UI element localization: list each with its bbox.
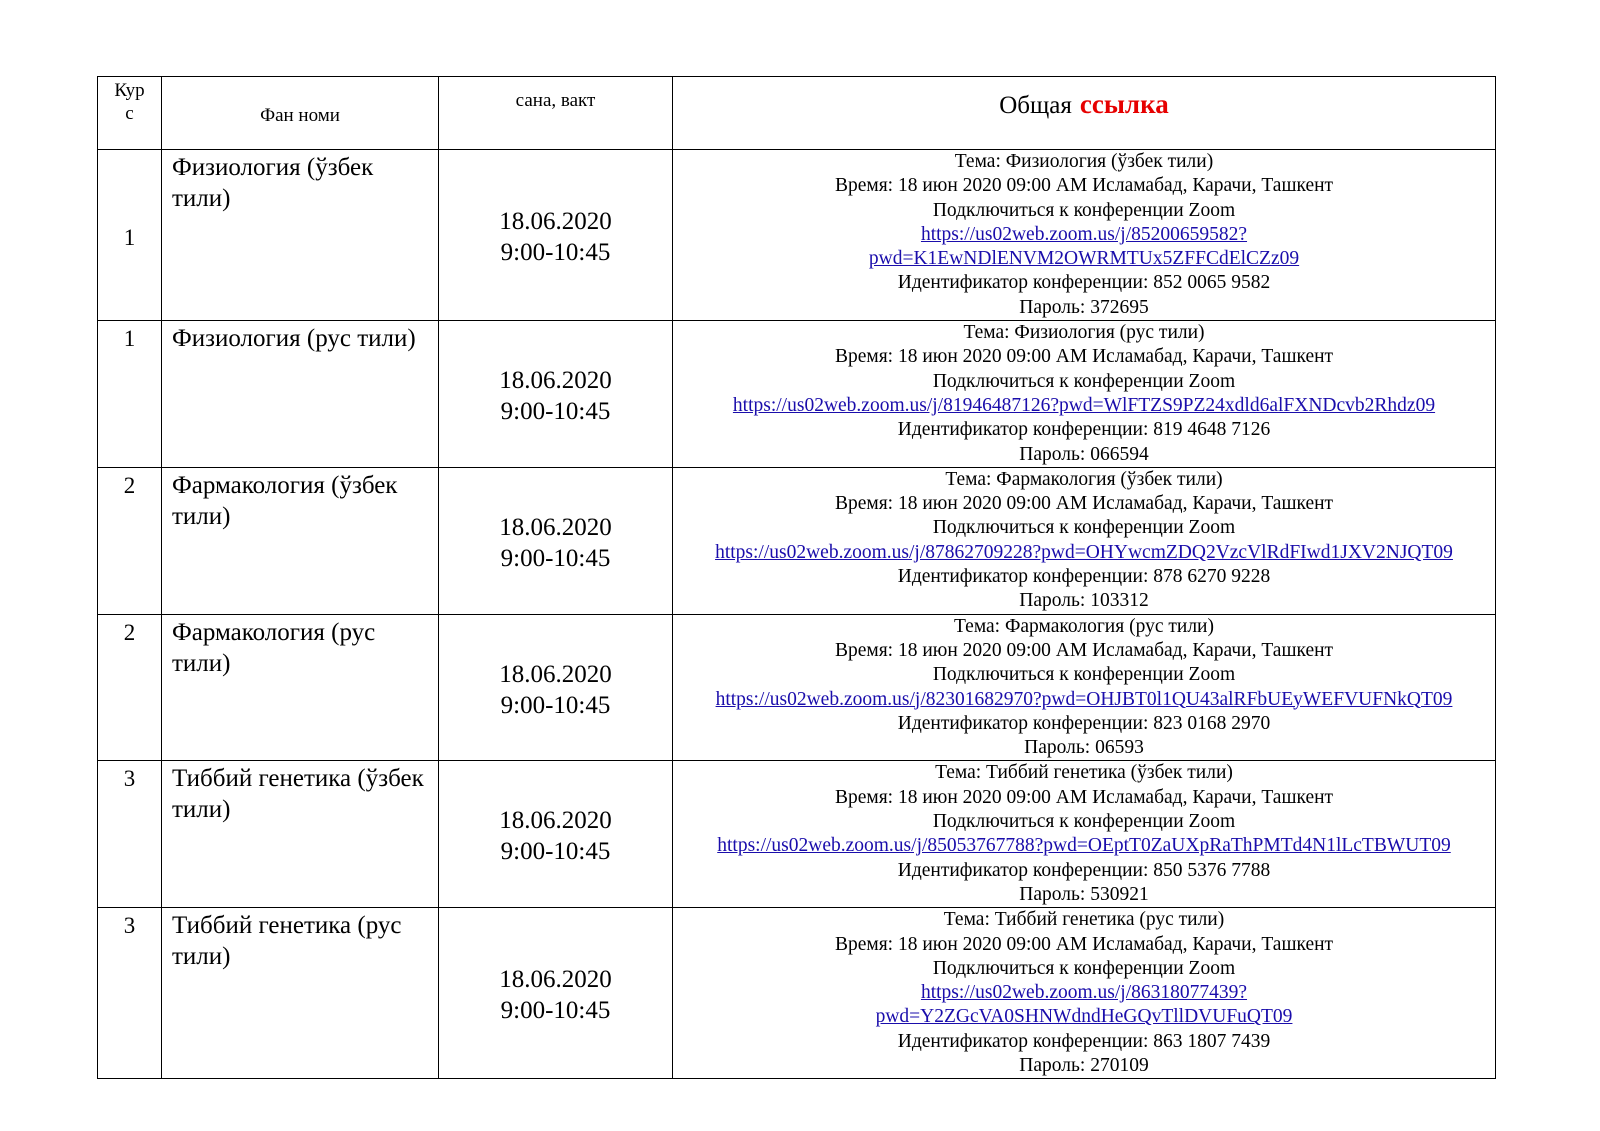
fan-name: Тиббий генетика (рус тили) — [172, 912, 402, 971]
connect-text: Подключиться к конференции Zoom — [932, 957, 1236, 979]
conference-id: Идентификатор конференции: 823 0168 2970 — [897, 712, 1271, 734]
date-value: 18.06.2020 — [499, 807, 612, 835]
date-time-cell — [439, 614, 673, 761]
conference-id: Идентификатор конференции: 878 6270 9228 — [897, 566, 1271, 588]
conference-id: Идентификатор конференции: 850 5376 7788 — [897, 859, 1271, 881]
password-text: Пароль: 066594 — [1019, 443, 1149, 465]
conference-id: Идентификатор конференции: 819 4648 7126 — [897, 419, 1271, 441]
date-value: 18.06.2020 — [499, 366, 612, 394]
kurs-cell — [98, 614, 162, 761]
kurs-cell — [98, 467, 162, 614]
password-text: Пароль: 372695 — [1019, 296, 1149, 318]
time-value: 9:00-10:45 — [500, 838, 611, 866]
fan-cell — [162, 467, 439, 614]
date-value: 18.06.2020 — [499, 513, 612, 541]
date-time-cell — [439, 150, 673, 321]
fan-name: Фармакология (рус тили) — [172, 618, 376, 677]
time-value: 9:00-10:45 — [500, 691, 611, 719]
kurs-value: 3 — [123, 766, 136, 792]
topic-text: Тема: Физиология (ўзбек тили) — [954, 151, 1214, 172]
header-kurs — [98, 77, 162, 150]
fan-cell — [162, 908, 439, 1079]
table-row — [98, 761, 1496, 908]
zoom-link[interactable]: https://us02web.zoom.us/j/85200659582? pwd=K1EwNDlENVM2OWRMTUx5ZFFCdElCZz09 — [868, 223, 1300, 270]
connect-text: Подключиться к конференции Zoom — [932, 370, 1236, 392]
topic-text: Тема: Тиббий генетика (ўзбек тили) — [935, 762, 1233, 784]
connect-text: Подключиться к конференции Zoom — [932, 199, 1236, 221]
header-fan-label: Фан номи — [260, 105, 340, 126]
date-time-cell — [439, 467, 673, 614]
topic-text: Тема: Фармакология (ўзбек тили) — [945, 468, 1223, 490]
time-value: 9:00-10:45 — [500, 997, 611, 1025]
header-sana — [439, 77, 673, 150]
date-time-cell — [439, 761, 673, 908]
zoom-link[interactable]: https://us02web.zoom.us/j/87862709228?pwd=OHYwcmZDQ2VzcVlRdFIwd1JXV2NJQT09 — [715, 541, 1453, 563]
kurs-value: 2 — [123, 619, 136, 645]
time-text: Время: 18 июн 2020 09:00 AM Исламабад, Карачи, Ташкент — [834, 175, 1334, 197]
kurs-value: 3 — [123, 913, 136, 939]
kurs-value: 1 — [123, 224, 136, 250]
conference-cell — [673, 150, 1496, 321]
time-text: Время: 18 июн 2020 09:00 AM Исламабад, Карачи, Ташкент — [834, 493, 1334, 515]
kurs-cell — [98, 761, 162, 908]
fan-cell — [162, 614, 439, 761]
date-value: 18.06.2020 — [499, 660, 612, 688]
fan-cell — [162, 150, 439, 321]
fan-cell — [162, 761, 439, 908]
kurs-cell — [98, 908, 162, 1079]
kurs-value: 1 — [123, 326, 136, 352]
url-wrap — [673, 394, 1495, 418]
conference-cell — [673, 614, 1496, 761]
password-text: Пароль: 103312 — [1019, 590, 1149, 612]
header-row — [98, 77, 1496, 150]
connect-text: Подключиться к конференции Zoom — [932, 811, 1236, 833]
time-value: 9:00-10:45 — [500, 239, 611, 267]
date-time-cell — [439, 908, 673, 1079]
table-row — [98, 321, 1496, 468]
url-wrap — [673, 223, 1495, 272]
zoom-link[interactable]: https://us02web.zoom.us/j/86318077439? pwd=Y2ZGcVA0SHNWdndHeGQvTllDVUFuQT09 — [875, 982, 1293, 1028]
url-wrap — [673, 688, 1495, 712]
password-text: Пароль: 530921 — [1019, 883, 1149, 905]
table-row — [98, 614, 1496, 761]
kurs-value: 2 — [123, 472, 136, 498]
header-sana-label: сана, вакт — [515, 90, 596, 111]
time-text: Время: 18 июн 2020 09:00 AM Исламабад, Карачи, Ташкент — [834, 933, 1334, 955]
fan-cell — [162, 321, 439, 468]
zoom-link[interactable]: https://us02web.zoom.us/j/82301682970?pwd=OHJBT0l1QU43alRFbUEyWEFVUFNkQT09 — [715, 688, 1453, 710]
conference-id: Идентификатор конференции: 852 0065 9582 — [897, 272, 1271, 294]
url-wrap — [673, 541, 1495, 565]
connect-text: Подключиться к конференции Zoom — [932, 664, 1236, 686]
date-time-cell — [439, 321, 673, 468]
fan-name: Физиология (рус тили) — [172, 325, 416, 353]
time-value: 9:00-10:45 — [500, 544, 611, 572]
zoom-link[interactable]: https://us02web.zoom.us/j/81946487126?pwd=WlFTZS9PZ24xdld6alFXNDcvb2Rhdz09 — [732, 394, 1436, 416]
password-text: Пароль: 06593 — [1024, 737, 1144, 759]
table-row — [98, 908, 1496, 1079]
date-value: 18.06.2020 — [499, 966, 612, 994]
date-value: 18.06.2020 — [499, 208, 612, 236]
header-link-prefix: Общая — [999, 92, 1072, 119]
table-row — [98, 150, 1496, 321]
url-wrap — [673, 981, 1495, 1030]
topic-text: Тема: Физиология (рус тили) — [963, 322, 1205, 344]
fan-name: Фармакология (ўзбек тили) — [172, 471, 398, 530]
conference-cell — [673, 467, 1496, 614]
password-text: Пароль: 270109 — [1019, 1054, 1149, 1076]
schedule-table — [97, 76, 1496, 1079]
kurs-cell — [98, 321, 162, 468]
url-wrap — [673, 834, 1495, 858]
time-text: Время: 18 июн 2020 09:00 AM Исламабад, Карачи, Ташкент — [834, 786, 1334, 808]
kurs-cell — [98, 150, 162, 321]
header-link-highlight: ссылка — [1079, 89, 1169, 119]
topic-text: Тема: Фармакология (рус тили) — [954, 615, 1214, 637]
conference-cell — [673, 908, 1496, 1079]
header-link — [673, 77, 1496, 150]
topic-text: Тема: Тиббий генетика (рус тили) — [943, 909, 1225, 931]
time-value: 9:00-10:45 — [500, 397, 611, 425]
conference-cell — [673, 761, 1496, 908]
zoom-link[interactable]: https://us02web.zoom.us/j/85053767788?pwd=OEptT0ZaUXpRaThPMTd4N1lLcTBWUT09 — [717, 835, 1451, 857]
header-fan — [162, 77, 439, 150]
time-text: Время: 18 июн 2020 09:00 AM Исламабад, Карачи, Ташкент — [834, 639, 1334, 661]
time-text: Время: 18 июн 2020 09:00 AM Исламабад, Карачи, Ташкент — [834, 346, 1334, 368]
conference-cell — [673, 321, 1496, 468]
connect-text: Подключиться к конференции Zoom — [932, 517, 1236, 539]
table-row — [98, 467, 1496, 614]
fan-name: Физиология (ўзбек тили) — [172, 154, 374, 212]
conference-id: Идентификатор конференции: 863 1807 7439 — [897, 1030, 1271, 1052]
header-kurs-label: Кур с — [114, 80, 145, 124]
fan-name: Тиббий генетика (ўзбек тили) — [172, 765, 424, 824]
